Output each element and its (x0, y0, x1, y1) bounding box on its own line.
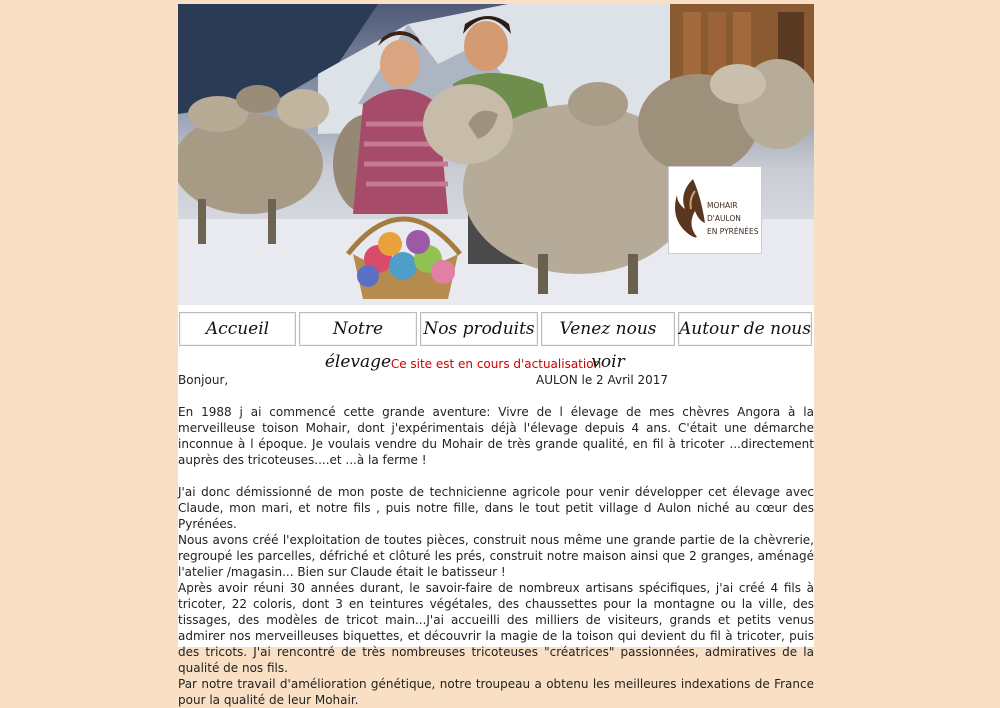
brand-logo (668, 166, 762, 254)
nav-nos-produits[interactable]: Nos produits (420, 312, 538, 346)
flame-logo-icon (675, 177, 705, 239)
logo-text (707, 199, 759, 238)
nav-notre-elevage[interactable]: Notre élevage (299, 312, 417, 346)
dateline: AULON le 2 Avril 2017 (536, 373, 669, 387)
paragraph-1: En 1988 j ai commencé cette grande aventure: Vivre de l élevage de mes chèvres Angora à la merveilleuse toison Mohair, dont j'expérimentais déjà l'élevage depuis 4 ans. C'était une démarche inconnue à l époque. Je voulais vendre du Mohair de très grande qualité, en fil à tricoter ...directement auprès des tricoteuses....et ...à la ferme ! (178, 405, 814, 467)
nav-venez-nous-voir[interactable]: Venez nous voir (541, 312, 675, 346)
paragraph-2: J'ai donc démissionné de mon poste de technicienne agricole pour venir développer cet élevage avec Claude, mon mari, et notre fils , puis notre fille, dans le tout petit village d Aulon niché au cœur des Pyrénées. (178, 485, 814, 531)
banner-illustration (178, 4, 814, 305)
paragraph-3: Nous avons créé l'exploitation de toutes pièces, construit nous même une grande partie de la chèvrerie, regroupé les parcelles, défriché et clôturé les prés, construit notre maison ainsi que 2 granges, aménagé l'atelier /magasin... Bien sur Claude était le batisseur ! (178, 533, 814, 579)
logo-line-1: MOHAIR (707, 201, 738, 210)
page-container (178, 4, 814, 707)
nav-autour-de-nous[interactable]: Autour de nous (678, 312, 812, 346)
paragraph-5: Par notre travail d'amélioration génétique, notre troupeau a obtenu les meilleures indexations de France pour la qualité de leur Mohair. (178, 677, 814, 707)
nav-accueil[interactable]: Accueil (179, 312, 296, 346)
greeting-row (178, 372, 814, 388)
greeting: Bonjour, (178, 373, 229, 387)
update-notice: Ce site est en cours d'actualisation (390, 357, 602, 371)
paragraph-4: Après avoir réuni 30 années durant, le savoir-faire de nombreux artisans spécifiques, j'ai créé 4 fils à tricoter, 22 coloris, dont 3 en teintures végétales, des chaussettes pour la montagne ou la ville, des tissages, des modèles de tricot main...J'ai accueilli des milliers de visiteurs, grands et petits venus admirer nos merveilleuses biquettes, et découvrir la magie de la toison qui devient du fil à tricoter, puis des tricots. J'ai rencontré de très nombreuses tricoteuses "créatrices" passionnées, admiratives de la qualité de nos fils. (178, 581, 814, 675)
banner-photo (178, 4, 814, 305)
logo-line-3: EN PYRÉNÉES (707, 227, 759, 236)
logo-line-2: D'AULON (707, 214, 741, 223)
